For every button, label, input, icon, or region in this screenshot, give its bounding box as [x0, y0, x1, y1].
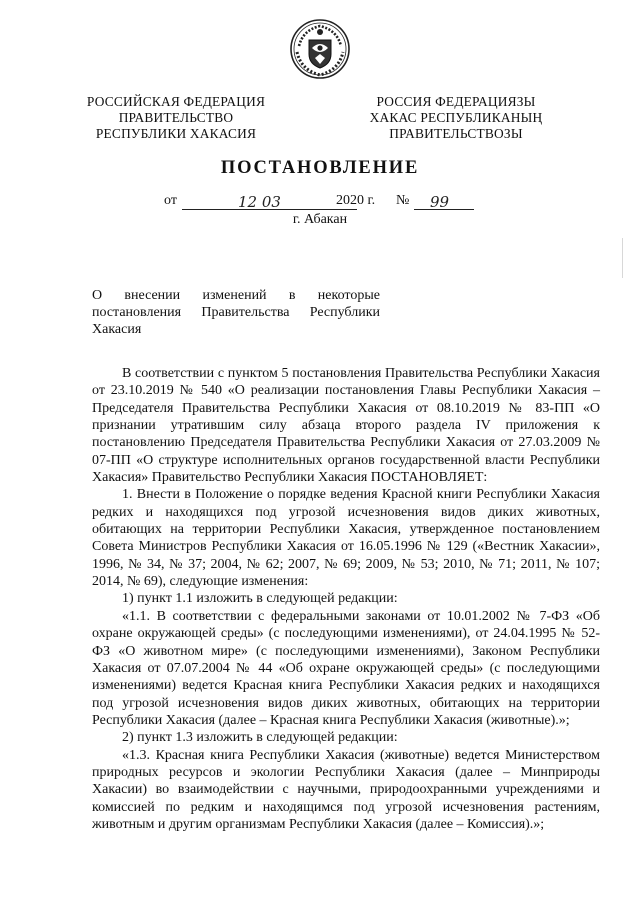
date-from-label: от	[164, 193, 177, 208]
date-number-line	[150, 193, 500, 213]
subject-line-1: О внесении изменений в некоторые	[92, 288, 380, 303]
header-right-khakas	[356, 94, 556, 142]
city-label: г. Абакан	[292, 212, 348, 227]
document-title: ПОСТАНОВЛЕНИЕ	[220, 158, 420, 178]
scan-artifact-line	[622, 238, 623, 278]
body-paragraph-preamble: В соответствии с пунктом 5 постановления Правительства Республики Хакасия от 23.10.2019 № 540 «О реализации постановления Главы Республики Хакасия – Председателя Правительства Республики Хакасия от 08.10.2019 № 83-ПП «О признании утратившим силу абзаца второго раздела IV приложения к постановлению Председателя Правительства Республики Хакасия от 27.03.2009 № 07-ПП «О структуре исполнительных органов государственной власти Республики Хакасия» Правительство Республики Хакасия ПОСТАНОВЛЯЕТ:	[92, 366, 600, 486]
subject-line-2: постановления Правительства Республики	[92, 305, 380, 321]
body-paragraph-item-1: 1. Внести в Положение о порядке ведения Красной книги Республики Хакасия редких и находящихся под угрозой исчезновения видов диких животных, обитающих на территории Республики Хакасия, утвержденное постановлением Совета Министров Республики Хакасия от 16.05.1996 № 129 («Вестник Хакасии», 1996, № 34, № 37; 2004, № 62; 2007, № 69; 2009, № 53; 2010, № 71; 2011, № 107; 2014, № 69), следующие изменения:	[92, 487, 600, 590]
header-left-line-3: РЕСПУБЛИКИ ХАКАСИЯ	[95, 126, 257, 141]
document-subject	[92, 287, 380, 339]
body-paragraph-clause-1-3: «1.3. Красная книга Республики Хакасия (животные) ведется Министерством природных ресурсов и экологии Республики Хакасия (далее – Минприроды Хакасии) во взаимодействии с научными, природоохранными учреждениями и комиссией по редким и находящимся под угрозой исчезновения растениям, животным и другим организмам Республики Хакасия (далее – Комиссия).»;	[92, 747, 600, 832]
date-handwritten: 12 03	[238, 193, 281, 211]
header-left-line-2: ПРАВИТЕЛЬСТВО	[118, 110, 234, 125]
number-handwritten: 99	[430, 193, 450, 211]
header-left-line-1: РОССИЙСКАЯ ФЕДЕРАЦИЯ	[86, 94, 266, 109]
document-body	[92, 365, 600, 833]
body-paragraph-sub-1: 1) пункт 1.1 изложить в следующей редакции:	[122, 591, 398, 607]
header-right-line-1: РОССИЯ ФЕДЕРАЦИЯЗЫ	[376, 94, 536, 109]
body-paragraph-sub-2: 2) пункт 1.3 изложить в следующей редакции:	[122, 730, 398, 746]
number-label: №	[396, 193, 410, 208]
header-left-ru	[76, 94, 276, 142]
header-right-line-3: ПРАВИТЕЛЬСТВОЗЫ	[389, 126, 523, 141]
date-year: 2020 г.	[336, 193, 376, 208]
header-right-line-2: ХАКАС РЕСПУБЛИКАНЫҢ	[369, 110, 543, 125]
subject-line-3: Хакасия	[92, 322, 142, 338]
coat-of-arms-emblem	[289, 18, 351, 80]
body-paragraph-clause-1-1: «1.1. В соответствии с федеральными законами от 10.01.2002 № 7-ФЗ «Об охране окружающей среды» (с последующими изменениями), от 24.04.1995 № 52-ФЗ «О животном мире» (с последующими изменениями), Законом Республики Хакасия от 07.07.2004 № 44 «Об охране окружающей среды» (с последующими изменениями) ведется Красная книга Республики Хакасия редких и находящихся под угрозой исчезновения видов диких животных, обитающих на территории Республики Хакасия (далее – Красная книга Республики Хакасия (животные).»;	[92, 608, 600, 728]
